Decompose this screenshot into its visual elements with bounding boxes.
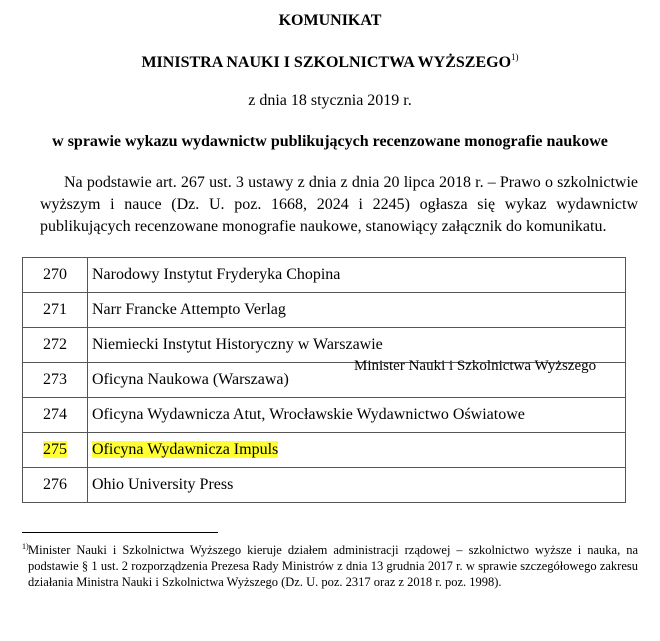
publisher-name: Oficyna Wydawnicza Impuls	[92, 441, 279, 458]
publisher-name: Oficyna Naukowa (Warszawa)	[92, 371, 289, 388]
publisher-number-cell	[23, 363, 88, 398]
table-row	[23, 398, 626, 433]
footnote-divider	[22, 532, 218, 533]
footnote-marker: 1)	[22, 542, 29, 551]
publisher-number: 273	[43, 371, 67, 388]
footnote-reference[interactable]: 1)	[511, 52, 519, 62]
minister-signature: Minister Nauki i Szkolnictwa Wyższego	[354, 358, 597, 374]
publisher-name: Oficyna Wydawnicza Atut, Wrocławskie Wydawnictwo Oświatowe	[92, 406, 525, 423]
table-row	[23, 433, 626, 468]
publisher-number-cell	[23, 328, 88, 363]
publisher-number: 271	[43, 301, 67, 318]
publisher-number-cell	[23, 433, 88, 468]
publisher-number-cell	[23, 468, 88, 503]
ministry-heading	[0, 52, 660, 72]
document-subject: w sprawie wykazu wydawnictw publikujących recenzowane monografie naukowe	[52, 133, 608, 150]
publisher-number: 275	[43, 441, 67, 458]
publisher-name: Narodowy Instytut Fryderyka Chopina	[92, 266, 341, 283]
intro-paragraph: Na podstawie art. 267 ust. 3 ustawy z dnia z dnia 20 lipca 2018 r. – Prawo o szkolnictwie wyższym i nauce (Dz. U. poz. 1668, 2024 i 2245) ogłasza się wykaz wydawnictw publikujących recenzowane monografie naukowe, stanowiący załącznik do komunikatu.	[40, 174, 638, 235]
table-row	[23, 468, 626, 503]
publisher-name: Niemiecki Instytut Historyczny w Warszawie	[92, 336, 383, 353]
publisher-name-cell	[88, 258, 626, 293]
publisher-number: 274	[43, 406, 67, 423]
publisher-number: 272	[43, 336, 67, 353]
ministry-name: MINISTRA NAUKI I SZKOLNICTWA WYŻSZEGO	[141, 54, 512, 71]
document-title: KOMUNIKAT	[278, 12, 382, 29]
publisher-name: Narr Francke Attempto Verlag	[92, 301, 286, 318]
publisher-name: Ohio University Press	[92, 476, 234, 493]
publisher-number-cell	[23, 258, 88, 293]
publisher-number: 270	[43, 266, 67, 283]
table-row	[23, 293, 626, 328]
document-date: z dnia 18 stycznia 2019 r.	[248, 92, 412, 109]
publisher-name-cell	[88, 468, 626, 503]
publisher-name-cell	[88, 433, 626, 468]
publisher-number: 276	[43, 476, 67, 493]
footnote	[22, 542, 638, 590]
table-row	[23, 258, 626, 293]
publishers-table	[22, 257, 626, 503]
publisher-number-cell	[23, 398, 88, 433]
publisher-name-cell	[88, 293, 626, 328]
publisher-number-cell	[23, 293, 88, 328]
publisher-name-cell	[88, 398, 626, 433]
footnote-text: Minister Nauki i Szkolnictwa Wyższego kieruje działem administracji rządowej – szkolnictwo wyższe i nauka, na podstawie § 1 ust. 2 rozporządzenia Prezesa Rady Ministrów z dnia 13 grudnia 2017 r. w sprawie szczegółowego zakresu działania Ministra Nauki i Szkolnictwa Wyższego (Dz. U. poz. 2317 oraz z 2018 r. poz. 1998).	[28, 543, 638, 589]
